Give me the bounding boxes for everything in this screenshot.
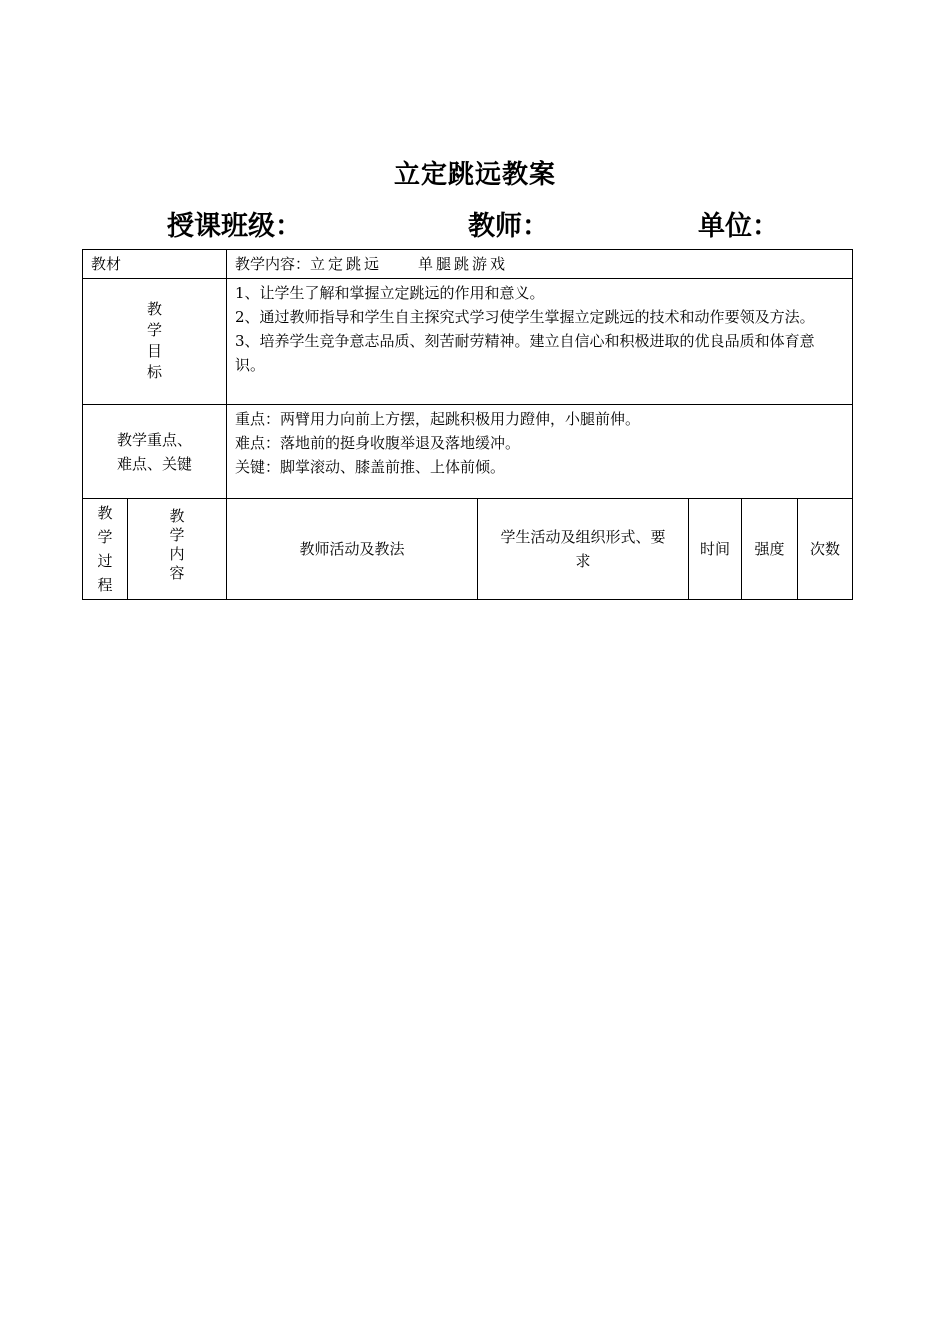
objectives-label: 教 学 目 标 xyxy=(83,279,227,405)
material-row xyxy=(83,250,853,279)
material-label: 教材 xyxy=(83,250,227,279)
objective-line: 3、培养学生竞争意志品质、刻苦耐劳精神。建立自信心和积极进取的优良品质和体育意识。 xyxy=(235,332,815,374)
document-title: 立定跳远教案 xyxy=(393,160,556,190)
teacher-activity-header: 教师活动及教法 xyxy=(227,499,478,600)
intensity-header: 强度 xyxy=(742,499,798,600)
key-point-line: 难点：落地前的挺身收腹举退及落地缓冲。 xyxy=(235,434,521,452)
objectives-content xyxy=(227,279,853,405)
lesson-plan-table xyxy=(82,249,853,600)
header-fields xyxy=(0,204,950,244)
key-points-content xyxy=(227,405,853,499)
material-item-1: 立定跳远 xyxy=(310,255,383,273)
teaching-content-header: 教 学 内 容 xyxy=(128,499,227,600)
student-activity-header: 学生活动及组织形式、要 求 xyxy=(478,499,689,600)
material-content xyxy=(227,250,853,279)
key-point-line: 关键：脚掌滚动、膝盖前推、上体前倾。 xyxy=(235,458,506,476)
process-label: 教 学 过 程 xyxy=(83,499,128,600)
key-points-label: 教学重点、 难点、关键 xyxy=(83,405,227,499)
unit-label: 单位： xyxy=(698,211,779,242)
key-point-line: 重点：两臂用力向前上方摆，起跳积极用力蹬伸，小腿前伸。 xyxy=(235,410,641,428)
teacher-label: 教师： xyxy=(468,211,549,242)
content-prefix: 教学内容： xyxy=(235,255,311,273)
time-header: 时间 xyxy=(689,499,742,600)
process-header-row xyxy=(83,499,853,600)
objectives-row xyxy=(83,279,853,405)
objective-line: 2、通过教师指导和学生自主探究式学习使学生掌握立定跳远的技术和动作要领及方法。 xyxy=(235,308,815,326)
key-points-row xyxy=(83,405,853,499)
count-header: 次数 xyxy=(798,499,853,600)
objective-line: 1、让学生了解和掌握立定跳远的作用和意义。 xyxy=(235,284,545,302)
material-item-2: 单腿跳游戏 xyxy=(418,255,509,273)
class-label: 授课班级： xyxy=(167,211,302,242)
